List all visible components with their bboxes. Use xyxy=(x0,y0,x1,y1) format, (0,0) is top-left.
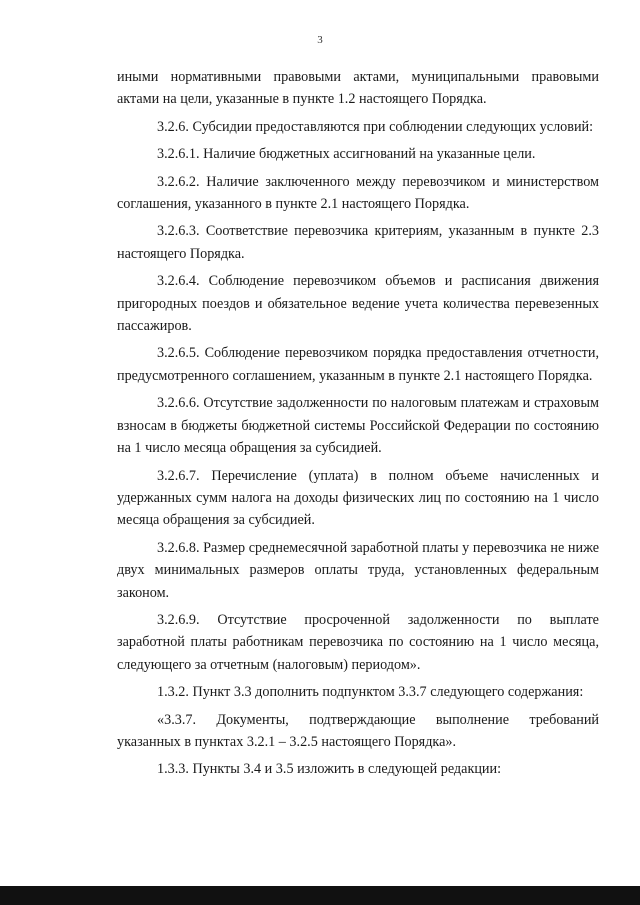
paragraph: 3.2.6.8. Размер среднемесячной заработной платы у перевозчика не ниже двух минимальных размеров оплаты труда, установленных федеральным законом. xyxy=(117,539,599,601)
paragraph: иными нормативными правовыми актами, муниципальными правовыми актами на цели, указанные в пункте 1.2 настоящего Порядка. xyxy=(117,69,599,108)
paragraph: 3.2.6.4. Соблюдение перевозчиком объемов и расписания движения пригородных поездов и обязательное ведение учета количества перевезенных пассажиров. xyxy=(117,273,599,335)
paragraph: 1.3.3. Пункты 3.4 и 3.5 изложить в следующей редакции: xyxy=(157,761,502,778)
page-number: 3 xyxy=(317,34,323,46)
paragraph: 3.2.6.3. Соответствие перевозчика критериям, указанным в пункте 2.3 настоящего Порядка. xyxy=(117,223,599,262)
paragraph: 3.2.6. Субсидии предоставляются при соблюдении следующих условий: xyxy=(157,118,594,135)
paragraph: 3.2.6.6. Отсутствие задолженности по налоговым платежам и страховым взносам в бюджеты бюджетной системы Российской Федерации по состоянию на 1 число месяца обращения за субсидией. xyxy=(117,395,599,457)
paragraph: «3.3.7. Документы, подтверждающие выполнение требований указанных в пунктах 3.2.1 – 3.2.5 настоящего Порядка». xyxy=(117,711,599,750)
paragraph: 3.2.6.2. Наличие заключенного между перевозчиком и министерством соглашения, указанного в пункте 2.1 настоящего Порядка. xyxy=(117,173,599,213)
document-body xyxy=(117,66,599,786)
scan-edge-bar xyxy=(0,886,640,905)
paragraph: 1.3.2. Пункт 3.3 дополнить подпунктом 3.3.7 следующего содержания: xyxy=(157,684,584,701)
paragraph: 3.2.6.1. Наличие бюджетных ассигнований на указанные цели. xyxy=(157,146,536,163)
paragraph: 3.2.6.7. Перечисление (уплата) в полном объеме начисленных и удержанных сумм налога на доходы физических лиц по состоянию на 1 число месяца обращения за субсидией. xyxy=(117,467,599,529)
paragraph: 3.2.6.5. Соблюдение перевозчиком порядка предоставления отчетности, предусмотренного соглашением, указанным в пункте 2.1 настоящего Порядка. xyxy=(117,345,599,384)
paragraph: 3.2.6.9. Отсутствие просроченной задолженности по выплате заработной платы работникам перевозчика по состоянию на 1 число месяца, следующего за отчетным (налоговым) периодом». xyxy=(117,611,599,673)
